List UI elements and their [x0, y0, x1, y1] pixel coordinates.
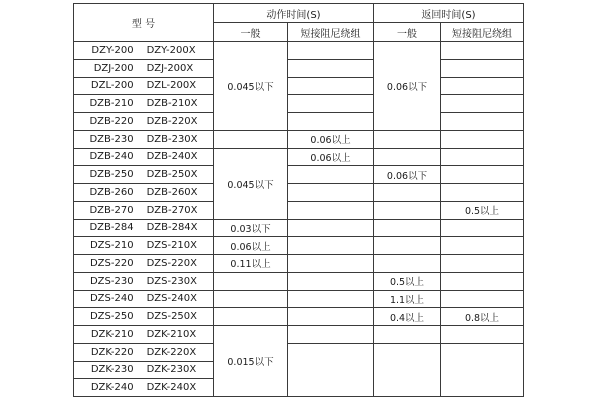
header-action-time: 动作时间(S)	[214, 4, 374, 23]
cell-action-damping	[288, 343, 374, 396]
model-cell	[74, 201, 214, 219]
cell-action-general	[214, 308, 288, 326]
cell-action-damping	[288, 42, 374, 60]
cell-return-general	[374, 219, 441, 237]
model-cell	[74, 308, 214, 326]
cell-return-general	[374, 343, 441, 396]
model-name: DZB-220	[89, 115, 134, 127]
cell-action-damping	[288, 113, 374, 131]
model-cell	[74, 148, 214, 166]
cell-action-general: 0.11以上	[214, 255, 288, 273]
cell-action-general	[214, 290, 288, 308]
cell-action-general: 0.045以下	[214, 148, 288, 219]
model-name: DZS-240X	[146, 293, 198, 305]
table-row	[74, 59, 524, 77]
cell-return-damping	[441, 95, 524, 113]
cell-return-general	[374, 130, 441, 148]
table-row	[74, 272, 524, 290]
model-name: DZS-250X	[146, 311, 198, 323]
model-name: DZB-210X	[146, 98, 198, 110]
header-return-time: 返回时间(S)	[374, 4, 524, 23]
cell-return-damping	[441, 343, 524, 396]
cell-return-general	[374, 326, 441, 344]
table-header	[74, 4, 524, 42]
cell-return-damping	[441, 255, 524, 273]
table-row	[74, 166, 524, 184]
model-name: DZS-230	[89, 275, 134, 287]
table-row	[74, 343, 524, 361]
model-cell	[74, 379, 214, 397]
model-name: DZB-284	[89, 222, 134, 234]
model-cell	[74, 77, 214, 95]
model-name: DZS-210	[89, 240, 134, 252]
table-row	[74, 130, 524, 148]
header-action-general: 一般	[214, 23, 288, 42]
table-row	[74, 113, 524, 131]
model-cell	[74, 184, 214, 202]
cell-action-damping	[288, 255, 374, 273]
model-cell	[74, 113, 214, 131]
table-row	[74, 184, 524, 202]
header-return-damping: 短接阻尼绕组	[441, 23, 524, 42]
model-cell	[74, 42, 214, 60]
model-name: DZB-240X	[146, 151, 198, 163]
cell-action-damping	[288, 184, 374, 202]
model-name: DZS-220	[89, 257, 134, 269]
cell-return-general: 0.4以上	[374, 308, 441, 326]
model-cell	[74, 255, 214, 273]
cell-action-damping	[288, 59, 374, 77]
model-name: DZS-240	[89, 293, 134, 305]
model-name: DZB-210	[89, 98, 134, 110]
cell-return-damping	[441, 166, 524, 184]
cell-return-general	[374, 148, 441, 166]
cell-action-damping: 0.06以上	[288, 130, 374, 148]
model-name: DZS-230X	[146, 275, 198, 287]
model-name: DZB-240	[89, 151, 134, 163]
table-row	[74, 77, 524, 95]
cell-action-damping	[288, 237, 374, 255]
cell-action-damping	[288, 201, 374, 219]
model-name: DZB-220X	[146, 115, 198, 127]
relay-spec-table	[73, 3, 524, 397]
cell-action-general: 0.06以上	[214, 237, 288, 255]
model-name: DZK-240X	[146, 382, 197, 394]
header-action-damping: 短接阻尼绕组	[288, 23, 374, 42]
model-name: DZK-230X	[146, 364, 197, 376]
model-name: DZK-210	[90, 328, 134, 340]
cell-return-general: 0.5以上	[374, 272, 441, 290]
cell-action-damping	[288, 219, 374, 237]
table-row	[74, 42, 524, 60]
cell-return-damping	[441, 113, 524, 131]
cell-return-damping	[441, 59, 524, 77]
cell-return-damping: 0.8以上	[441, 308, 524, 326]
model-name: DZB-250	[89, 169, 134, 181]
model-name: DZB-260	[89, 186, 134, 198]
cell-return-damping	[441, 77, 524, 95]
cell-action-general	[214, 130, 288, 148]
cell-return-damping	[441, 148, 524, 166]
model-name: DZL-200X	[146, 80, 197, 92]
cell-action-general: 0.045以下	[214, 42, 288, 131]
model-name: DZB-260X	[146, 186, 198, 198]
cell-action-damping: 0.06以上	[288, 148, 374, 166]
cell-return-damping	[441, 42, 524, 60]
model-name: DZB-230X	[146, 133, 198, 145]
model-cell	[74, 237, 214, 255]
cell-action-damping	[288, 290, 374, 308]
cell-action-damping	[288, 77, 374, 95]
model-name: DZY-200X	[146, 44, 196, 56]
cell-return-damping	[441, 290, 524, 308]
model-cell	[74, 59, 214, 77]
model-name: DZK-220X	[146, 346, 197, 358]
cell-action-general	[214, 272, 288, 290]
cell-return-damping	[441, 219, 524, 237]
cell-action-damping	[288, 166, 374, 184]
model-name: DZS-250	[89, 311, 134, 323]
model-name: DZB-270X	[146, 204, 198, 216]
model-name: DZB-230	[89, 133, 134, 145]
model-name: DZJ-200X	[146, 62, 194, 74]
header-return-general: 一般	[374, 23, 441, 42]
header-row-groups	[74, 4, 524, 23]
cell-action-damping	[288, 95, 374, 113]
table-row	[74, 326, 524, 344]
cell-return-damping	[441, 184, 524, 202]
model-name: DZS-220X	[146, 257, 198, 269]
cell-return-general: 0.06以下	[374, 166, 441, 184]
model-name: DZS-210X	[146, 240, 198, 252]
model-name: DZB-284X	[146, 222, 198, 234]
model-cell	[74, 361, 214, 379]
table-body	[74, 42, 524, 397]
model-cell	[74, 343, 214, 361]
model-name: DZK-240	[90, 382, 134, 394]
model-cell	[74, 326, 214, 344]
cell-return-general	[374, 255, 441, 273]
cell-return-damping: 0.5以上	[441, 201, 524, 219]
cell-action-general: 0.015以下	[214, 326, 288, 397]
cell-return-damping	[441, 326, 524, 344]
model-name: DZJ-200	[93, 62, 134, 74]
model-cell	[74, 219, 214, 237]
model-cell	[74, 130, 214, 148]
model-cell	[74, 272, 214, 290]
model-name: DZK-220	[90, 346, 134, 358]
model-name: DZY-200	[91, 44, 134, 56]
table-row	[74, 290, 524, 308]
table-row	[74, 201, 524, 219]
cell-action-damping	[288, 272, 374, 290]
table-row	[74, 148, 524, 166]
model-name: DZB-270	[89, 204, 134, 216]
cell-return-general: 0.06以下	[374, 42, 441, 131]
cell-return-damping	[441, 237, 524, 255]
table-row	[74, 308, 524, 326]
cell-action-damping	[288, 326, 374, 344]
model-name: DZL-200	[90, 80, 134, 92]
cell-action-general: 0.03以下	[214, 219, 288, 237]
model-name: DZK-230	[90, 364, 134, 376]
header-model: 型 号	[74, 4, 214, 42]
cell-action-damping	[288, 308, 374, 326]
model-name: DZK-210X	[146, 328, 197, 340]
model-cell	[74, 166, 214, 184]
cell-return-damping	[441, 272, 524, 290]
table-row	[74, 237, 524, 255]
model-name: DZB-250X	[146, 169, 198, 181]
model-cell	[74, 95, 214, 113]
cell-return-general	[374, 237, 441, 255]
table-row	[74, 255, 524, 273]
table-row	[74, 95, 524, 113]
cell-return-damping	[441, 130, 524, 148]
model-cell	[74, 290, 214, 308]
cell-return-general	[374, 201, 441, 219]
cell-return-general	[374, 184, 441, 202]
cell-return-general: 1.1以上	[374, 290, 441, 308]
table-row	[74, 219, 524, 237]
